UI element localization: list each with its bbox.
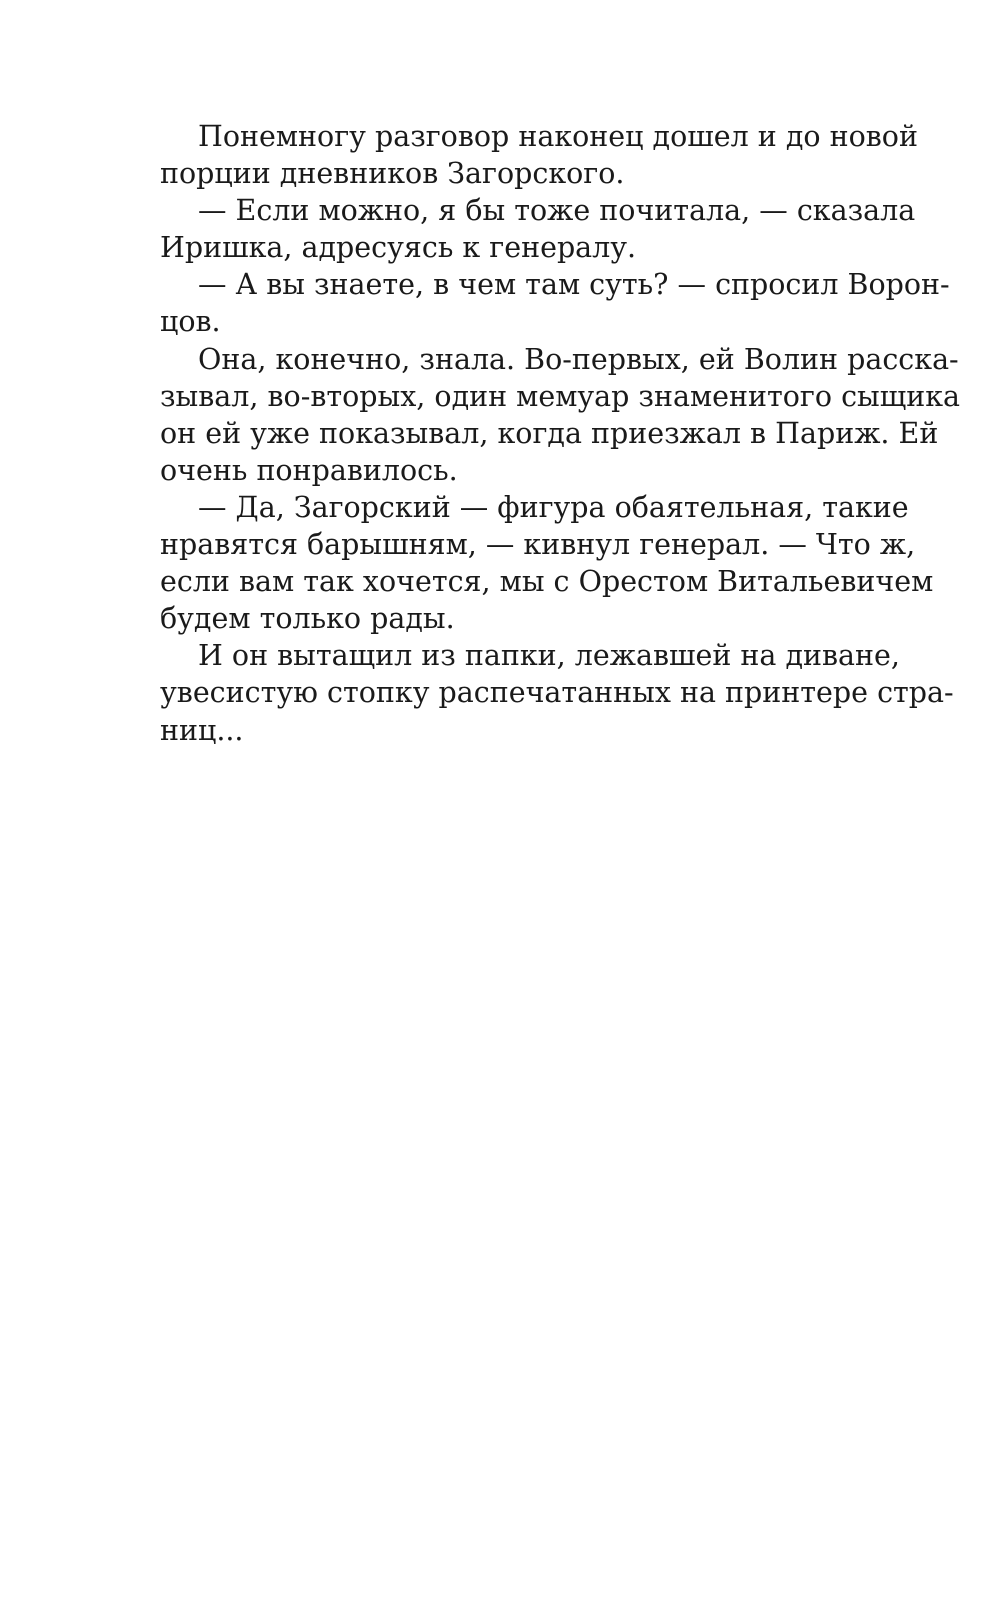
text-line: зывал, во-вторых, один мемуар знаменитого сыщика [160,379,961,413]
paragraph [160,192,916,266]
text-line: Понемногу разговор наконец дошел и до новой [198,120,918,153]
paragraph [160,489,934,637]
paragraph [160,118,918,192]
text-line: — А вы знаете, в чем там суть? — спросил Ворон- [198,268,950,302]
text-line: цов. [160,305,221,339]
text-line: увесистую стопку распечатанных на принтере стра- [160,676,954,710]
text-line: очень понравилось. [160,453,458,487]
text-line: Она, конечно, знала. Во-первых, ей Волин расска- [198,342,959,376]
text-line: Иришка, адресуясь к генералу. [160,231,637,265]
body-text [160,118,961,749]
text-line: будем только рады. [160,602,455,636]
text-line: если вам так хочется, мы с Орестом Витальевичем [160,565,934,599]
text-line: И он вытащил из папки, лежавшей на диване, [198,639,900,673]
text-line: — Если можно, я бы тоже почитала, — сказала [198,194,916,228]
paragraph [160,266,950,340]
text-line: — Да, Загорский — фигура обаятельная, такие [198,490,909,524]
text-line: порции дневников Загорского. [160,157,625,191]
paragraph [160,341,961,489]
text-line: нравятся барышням, — кивнул генерал. — Что ж, [160,528,916,562]
paragraph [160,637,954,748]
text-line: ниц... [160,713,244,747]
text-line: он ей уже показывал, когда приезжал в Париж. Ей [160,416,939,450]
